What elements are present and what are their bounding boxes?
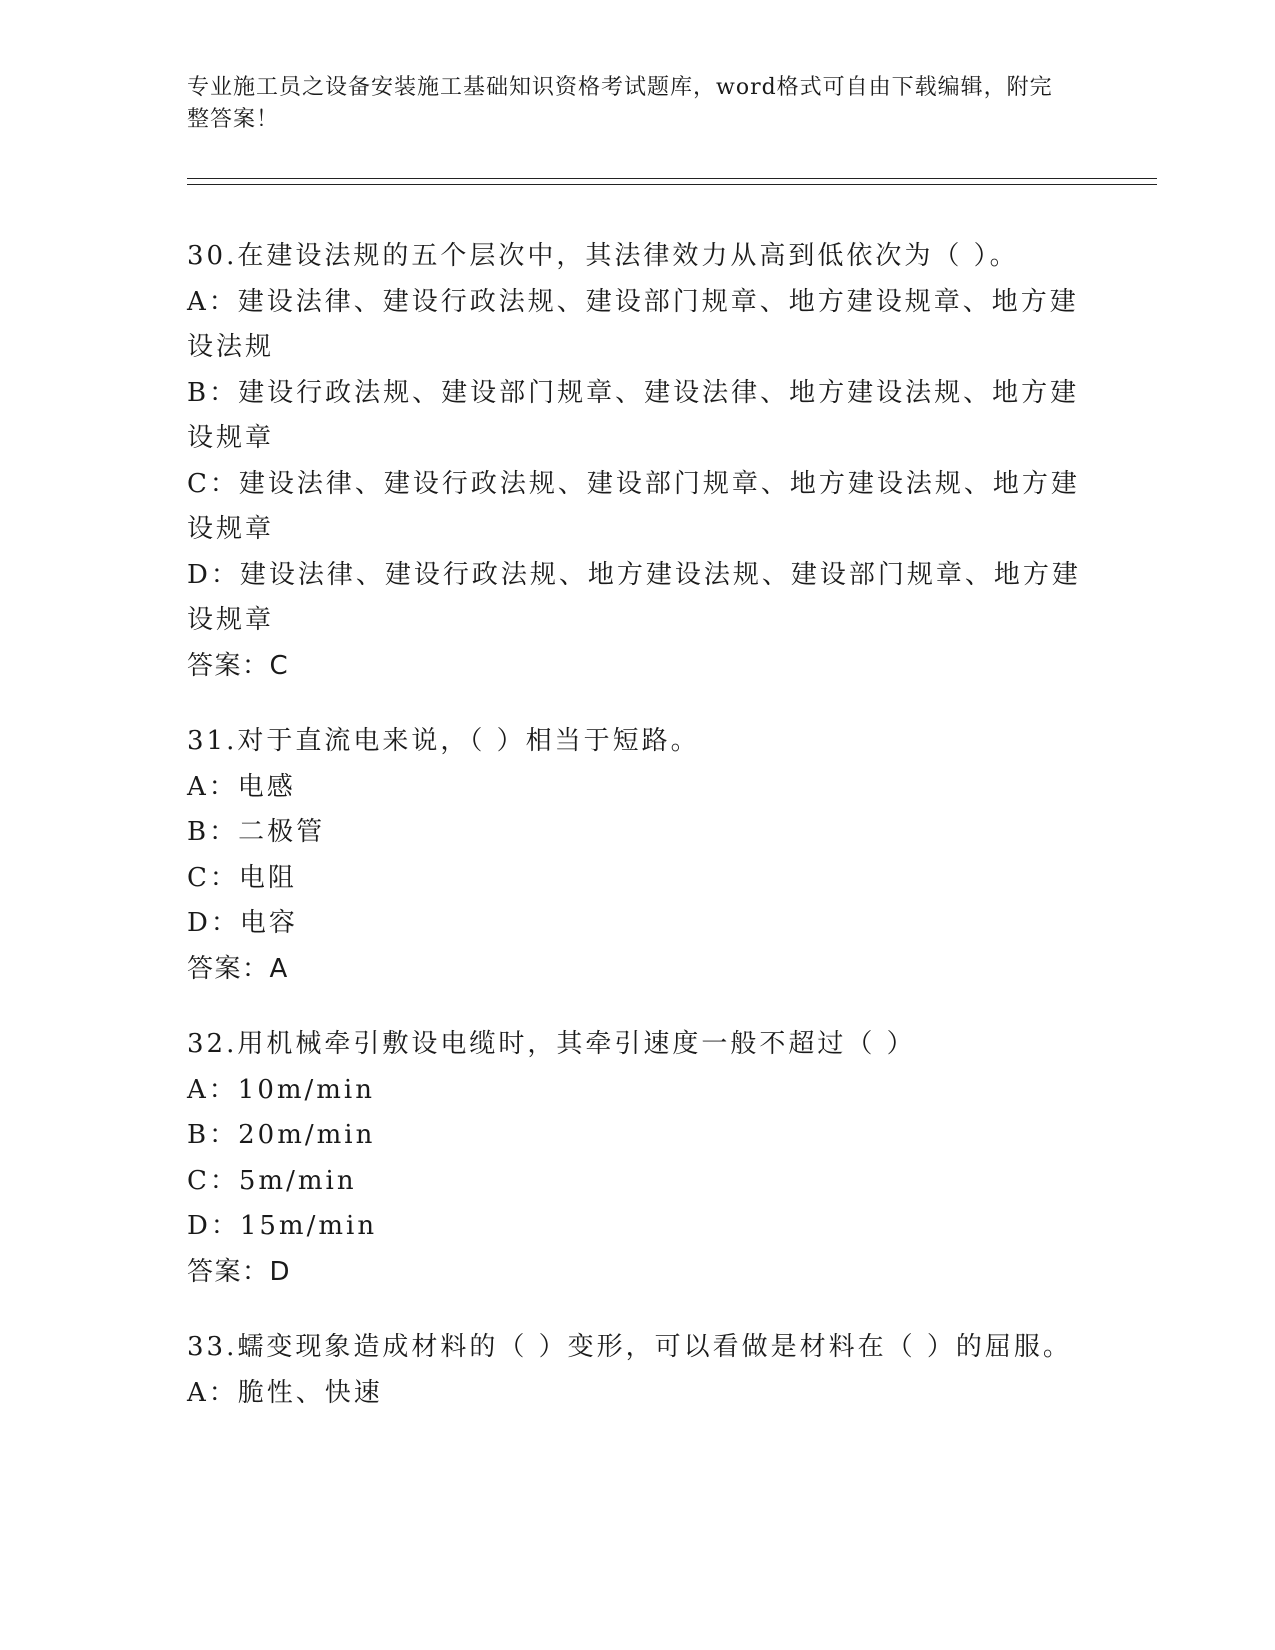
document-header <box>187 72 1067 136</box>
option-b: B：建设行政法规、建设部门规章、建设法律、地方建设法规、地方建设规章 <box>187 377 1080 453</box>
option-d: D：15m/min <box>187 1211 378 1241</box>
question-32 <box>187 1022 1087 1295</box>
question-33 <box>187 1325 1087 1416</box>
option-a: A：10m/min <box>187 1074 375 1105</box>
option-b: B：20m/min <box>187 1120 376 1150</box>
question-stem: 31.对于直流电来说，（ ）相当于短路。 <box>187 726 700 756</box>
question-stem: 32.用机械牵引敷设电缆时，其牵引速度一般不超过（ ） <box>187 1029 916 1059</box>
answer: 答案：A <box>187 953 289 984</box>
option-a: A：建设法律、建设行政法规、建设部门规章、地方建设规章、地方建设法规 <box>187 286 1079 362</box>
question-stem: 33.蠕变现象造成材料的（ ）变形，可以看做是材料在（ ）的屈服。 <box>187 1332 1072 1362</box>
question-stem: 30.在建设法规的五个层次中，其法律效力从高到低依次为（ ）。 <box>187 241 1019 271</box>
question-list <box>187 234 1087 1446</box>
option-b: B：二极管 <box>187 817 326 847</box>
option-a: A：电感 <box>187 771 296 802</box>
option-c: C：5m/min <box>187 1165 357 1196</box>
option-c: C：电阻 <box>187 862 297 893</box>
option-c: C：建设法律、建设行政法规、建设部门规章、地方建设法规、地方建设规章 <box>187 468 1080 544</box>
option-a: A：脆性、快速 <box>187 1377 383 1408</box>
question-31 <box>187 719 1087 992</box>
question-30 <box>187 234 1087 689</box>
option-d: D：电容 <box>187 908 298 938</box>
option-d: D：建设法律、建设行政法规、地方建设法规、建设部门规章、地方建设规章 <box>187 559 1081 635</box>
answer: 答案：D <box>187 1256 292 1287</box>
header-text: 专业施工员之设备安装施工基础知识资格考试题库，word格式可自由下载编辑，附完整答案！ <box>187 75 1053 132</box>
answer: 答案：C <box>187 650 290 681</box>
header-divider <box>187 178 1157 185</box>
